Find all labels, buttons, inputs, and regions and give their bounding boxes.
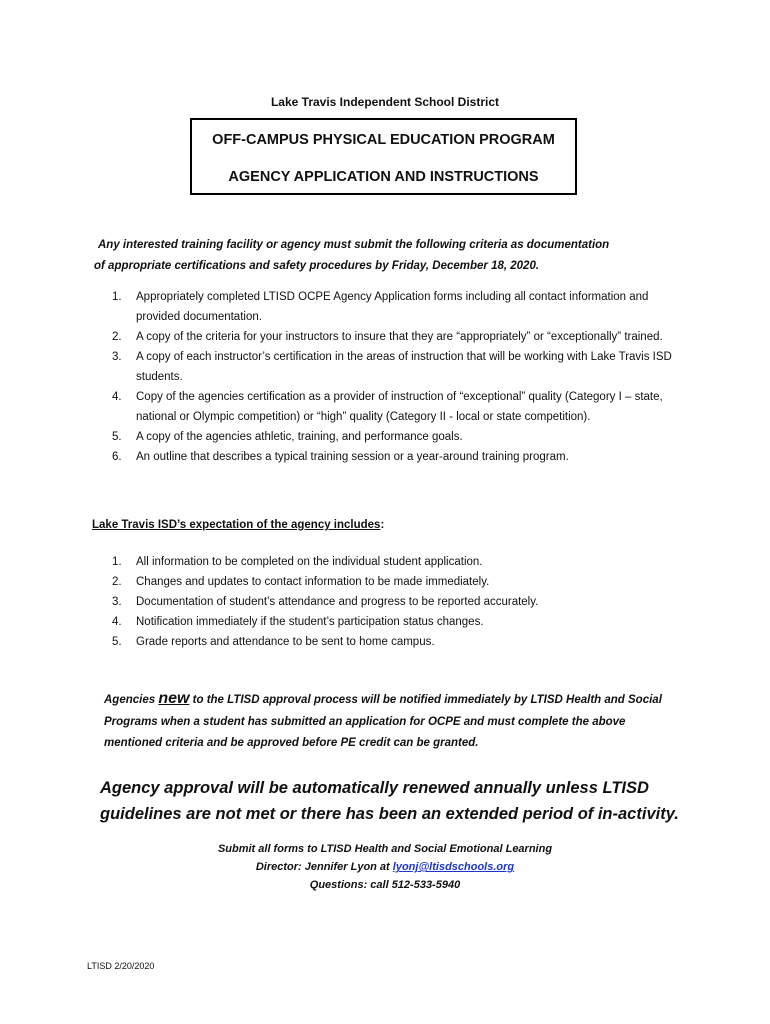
expectation-text: All information to be completed on the individual student application. xyxy=(136,556,483,568)
district-name: Lake Travis Independent School District xyxy=(270,95,500,109)
expectation-text: Notification immediately if the student’s participation status changes. xyxy=(136,616,484,628)
expectation-text: Documentation of student’s attendance and progress to be reported accurately. xyxy=(136,596,539,608)
expectation-heading-colon: : xyxy=(380,519,385,531)
expectation-list xyxy=(112,552,682,652)
program-title: OFF-CAMPUS PHYSICAL EDUCATION PROGRAM xyxy=(212,132,555,148)
director-line xyxy=(0,858,770,876)
criteria-text: A copy of each instructor’s certification in the areas of instruction that will be working with Lake Travis ISD students. xyxy=(136,351,672,383)
expectation-item xyxy=(112,612,682,632)
expectation-item xyxy=(112,632,682,652)
list-number: 4. xyxy=(112,616,122,628)
intro-paragraph xyxy=(94,235,694,277)
application-title: AGENCY APPLICATION AND INSTRUCTIONS xyxy=(228,169,539,185)
list-number: 3. xyxy=(112,596,122,608)
expectation-text: Changes and updates to contact information to be made immediately. xyxy=(136,576,490,588)
criteria-item xyxy=(112,347,682,387)
criteria-text: A copy of the criteria for your instructors to insure that they are “appropriately” or “exceptionally” trained. xyxy=(136,331,663,343)
expectation-item xyxy=(112,552,682,572)
list-number: 1. xyxy=(112,556,122,568)
criteria-item xyxy=(112,327,682,347)
list-number: 6. xyxy=(112,451,122,463)
criteria-item xyxy=(112,287,682,327)
questions-line: Questions: call 512-533-5940 xyxy=(309,879,461,891)
list-number: 4. xyxy=(112,391,122,403)
director-prefix: Director: Jennifer Lyon at xyxy=(255,861,393,873)
criteria-item xyxy=(112,447,682,467)
expectation-heading xyxy=(92,519,384,531)
list-number: 3. xyxy=(112,351,122,363)
new-emphasis: new xyxy=(158,690,190,707)
list-number: 5. xyxy=(112,431,122,443)
expectation-heading-text: Lake Travis ISD’s expectation of the agency includes xyxy=(92,519,381,531)
renewal-statement: Agency approval will be automatically renewed annually unless LTISD guidelines are not met or there has been an extended period of in-activity. xyxy=(100,779,679,823)
criteria-text: A copy of the agencies athletic, training, and performance goals. xyxy=(136,431,463,443)
intro-line-1: Any interested training facility or agency must submit the following criteria as documentation xyxy=(98,239,610,251)
criteria-item xyxy=(112,387,682,427)
list-number: 1. xyxy=(112,291,122,303)
criteria-text: An outline that describes a typical training session or a year-around training program. xyxy=(136,451,569,463)
criteria-list xyxy=(112,287,682,467)
new-agencies-paragraph xyxy=(104,688,664,755)
submit-line: Submit all forms to LTISD Health and Social Emotional Learning xyxy=(217,843,553,855)
expectation-text: Grade reports and attendance to be sent to home campus. xyxy=(136,636,435,648)
expectation-item xyxy=(112,572,682,592)
list-number: 2. xyxy=(112,331,122,343)
criteria-text: Copy of the agencies certification as a provider of instruction of “exceptional” quality (Category I – state, national or Olympic competition) or “high” quality (Category II - local or state competition). xyxy=(136,391,663,423)
intro-line-2: of appropriate certifications and safety procedures by Friday, December 18, 2020. xyxy=(94,260,540,272)
footer-date: LTISD 2/20/2020 xyxy=(87,961,155,971)
email-link[interactable]: lyonj@ltisdschools.org xyxy=(392,861,515,873)
expectation-item xyxy=(112,592,682,612)
new-agencies-before: Agencies xyxy=(104,694,159,706)
new-agencies-after: to the LTISD approval process will be notified immediately by LTISD Health and Social Programs when a student has submitted an application for OCPE and must complete the above mentioned criteria and be approved before PE credit can be granted. xyxy=(104,694,662,749)
list-number: 2. xyxy=(112,576,122,588)
list-number: 5. xyxy=(112,636,122,648)
submit-info xyxy=(0,840,770,894)
title-box xyxy=(190,118,577,195)
criteria-item xyxy=(112,427,682,447)
criteria-text: Appropriately completed LTISD OCPE Agency Application forms including all contact information and provided documentation. xyxy=(136,291,649,323)
